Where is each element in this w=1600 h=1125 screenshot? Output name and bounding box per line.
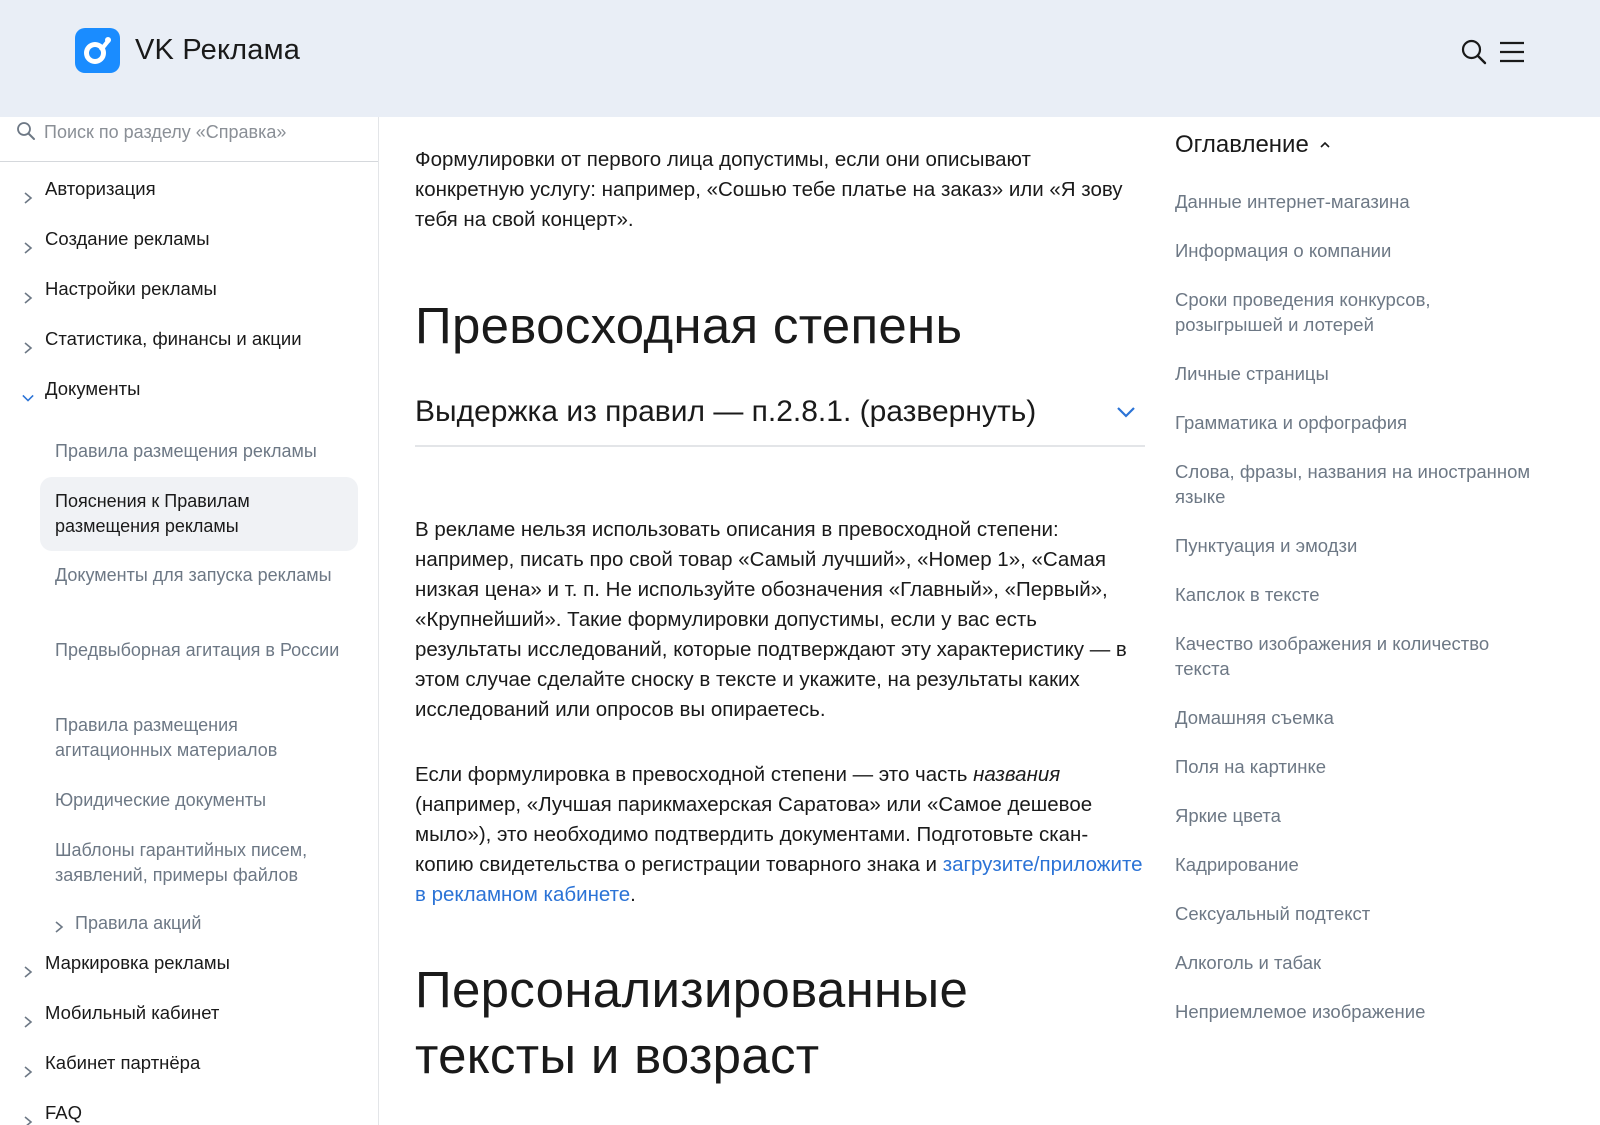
chevron-right-icon — [22, 241, 34, 255]
sidebar-item-label: Документы — [45, 378, 141, 399]
site-header — [0, 0, 1600, 117]
toc-item[interactable]: Информация о компании — [1175, 240, 1392, 261]
toc-item[interactable]: Сроки проведения конкурсов, розыгрышей и лотерей — [1175, 289, 1431, 335]
toc-item[interactable]: Неприемлемое изображение — [1175, 1001, 1426, 1022]
chevron-right-icon — [22, 191, 34, 205]
search-icon[interactable] — [1460, 38, 1488, 66]
sidebar-subitem-legal-docs[interactable]: Юридические документы — [55, 790, 267, 810]
toc-title: Оглавление — [1175, 131, 1309, 158]
chevron-right-icon — [22, 965, 34, 979]
toc-item[interactable]: Сексуальный подтекст — [1175, 903, 1371, 924]
brand-logo[interactable] — [75, 28, 300, 73]
chevron-right-icon — [22, 1065, 34, 1079]
toc-item[interactable]: Грамматика и орфография — [1175, 412, 1408, 433]
toc-item[interactable]: Домашняя съемка — [1175, 707, 1334, 728]
toc-item[interactable]: Капслок в тексте — [1175, 584, 1320, 605]
chevron-right-icon — [22, 291, 34, 305]
sidebar-subitem-label: Правила акций — [75, 913, 202, 933]
chevron-right-icon — [22, 1015, 34, 1029]
chevron-right-icon — [22, 341, 34, 355]
section-title-line: тексты и возраст — [415, 1027, 820, 1084]
trademark-paragraph — [415, 760, 1145, 910]
sidebar-item-label: Маркировка рекламы — [45, 952, 230, 973]
toc-item[interactable]: Кадрирование — [1175, 854, 1299, 875]
menu-icon[interactable] — [1498, 38, 1526, 66]
paragraph-text: . — [630, 883, 636, 906]
toc-item[interactable]: Яркие цвета — [1175, 805, 1281, 826]
emphasis-text: названия — [973, 763, 1061, 786]
section-title-line: Персонализированные — [415, 961, 969, 1018]
chevron-right-icon — [53, 920, 65, 934]
sidebar-subitem-campaign-materials[interactable]: Правила размещения агитационных материалов — [55, 715, 278, 760]
sidebar-item-label: Кабинет партнёра — [45, 1052, 201, 1073]
toc-item[interactable]: Слова, фразы, названия на иностранном языке — [1175, 461, 1531, 507]
sidebar-item-label: Статистика, финансы и акции — [45, 328, 302, 349]
toc-item[interactable]: Пунктуация и эмодзи — [1175, 535, 1358, 556]
search-icon — [16, 121, 36, 141]
vk-ads-logo-icon — [75, 28, 120, 73]
sidebar-subitem-rules-explanations[interactable]: Пояснения к Правилам размещения рекламы — [40, 477, 358, 551]
sidebar-item-label: Мобильный кабинет — [45, 1002, 220, 1023]
sidebar-item-label: FAQ — [45, 1102, 83, 1123]
intro-paragraph: Формулировки от первого лица допустимы, если они описывают конкретную услугу: например, «Сошью тебе платье на заказ» или «Я зову тебя на свой концерт». — [415, 148, 1123, 231]
brand-name: VK Реклама — [135, 34, 301, 66]
section-title-superlatives: Превосходная степень — [415, 297, 963, 354]
sidebar-subitem-ad-rules[interactable]: Правила размещения рекламы — [55, 441, 317, 461]
sidebar-item-label: Настройки рекламы — [45, 278, 217, 299]
sidebar-subitem-promo-rules[interactable] — [0, 913, 320, 938]
chevron-right-icon — [22, 1115, 34, 1125]
upload-in-cabinet-link[interactable]: загрузите/приложите в рекламном кабинете — [415, 853, 1143, 906]
sidebar-subitem-launch-docs[interactable]: Документы для запуска рекламы — [55, 565, 332, 585]
paragraph-text: (например, «Лучшая парикмахерская Саратова» или «Самое дешевое мыло»), это необходимо подтвердить документами. Подготовьте скан-копию свидетельства о регистрации товарного знака и — [415, 793, 1093, 876]
article-content — [415, 117, 1145, 1125]
sidebar-search — [0, 117, 378, 162]
chevron-down-icon — [1115, 401, 1137, 423]
accordion-title: Выдержка из правил — п.2.8.1. (развернуть) — [415, 395, 1037, 428]
sidebar-search-input[interactable] — [44, 117, 364, 147]
section-title-personalized — [415, 957, 968, 1089]
toc-toggle[interactable] — [1175, 131, 1331, 159]
toc-item[interactable]: Качество изображения и количество текста — [1175, 633, 1490, 679]
sidebar — [0, 117, 379, 1125]
paragraph-text: Если формулировка в превосходной степени — это часть — [415, 763, 974, 786]
sidebar-subitem-letter-templates[interactable]: Шаблоны гарантийных писем, заявлений, примеры файлов — [55, 840, 308, 885]
superlatives-paragraph: В рекламе нельзя использовать описания в превосходной степени: например, писать про свой товар «Самый лучший», «Номер 1», «Самая низкая цена» и т. п. Не используйте обозначения «Главный», «Первый», «Крупнейший». Такие формулировки допустимы, если у вас есть результаты исследований, которые подтверждают эту характеристику — в этом случае сделайте сноску в тексте и укажите, на результаты каких исследований или опросов вы опираетесь. — [415, 518, 1127, 721]
toc-item[interactable]: Поля на картинке — [1175, 756, 1327, 777]
table-of-contents — [1175, 117, 1585, 1125]
toc-item[interactable]: Личные страницы — [1175, 363, 1329, 384]
chevron-down-icon — [22, 391, 34, 405]
sidebar-item-label: Авторизация — [45, 178, 156, 199]
rules-excerpt-accordion[interactable] — [415, 387, 1145, 447]
chevron-up-icon — [1319, 140, 1331, 150]
toc-item[interactable]: Алкоголь и табак — [1175, 952, 1322, 973]
sidebar-subitem-election-campaign[interactable]: Предвыборная агитация в России — [55, 640, 340, 660]
sidebar-item-label: Создание рекламы — [45, 228, 210, 249]
toc-item[interactable]: Данные интернет-магазина — [1175, 191, 1410, 212]
